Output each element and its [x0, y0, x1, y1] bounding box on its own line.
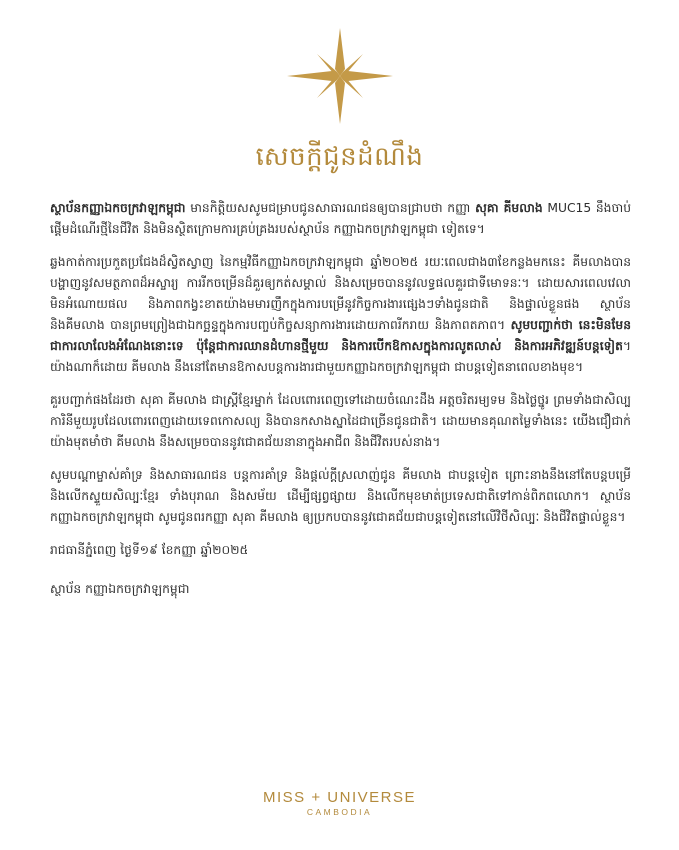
signature: ស្ថាប័ន កញ្ញាឯកចក្រវាឡកម្ពុជា: [50, 582, 190, 596]
announcement-title: សេចក្តីជូនដំណឹង: [255, 142, 424, 172]
paragraph-support: សូមបណ្តាម្ចាស់គាំទ្រ និងសាធារណជន បន្តការគាំទ្រ និងផ្តល់ក្តីស្រលាញ់ជូន គីមលាង ជាបន្តទៀត ព្រោះនាងនឹងនៅតែបន្តបម្រើ និងលើកស្ទួយសិល្បៈខ្មែរ ទាំងបុរាណ និងសម័យ ដើម្បីផ្សព្វផ្សាយ និងលើកមុខមាត់ប្រទេសជាតិទៅកាន់ពិភពលោក។ ស្ថាប័នកញ្ញាឯកចក្រវាឡកម្ពុជា សូមជូនពរកញ្ញា សុគា គីមលាង ឲ្យប្រកបបាននូវជោគជ័យជាបន្តទៀតនៅលើវិថីសិល្បៈ និងជីវិតផ្ទាល់ខ្លួន។: [50, 468, 631, 524]
paragraph-text: MUC15 នឹងចាប់ផ្តើមដំណើរថ្មីនៃជីវិត និងមិនស្ថិតក្រោមការគ្រប់គ្រងរបស់ស្ថាប័ន កញ្ញាឯកចក្រវាឡកម្ពុជា ទៀតទេ។: [50, 201, 632, 236]
paragraph-text: មានកិត្តិយសសូមជម្រាបជូនសាធារណជនឲ្យបានជ្រាបថា កញ្ញា: [185, 201, 476, 215]
person-name: សុគា គីមលាង: [475, 201, 543, 215]
institution-name: ស្ថាប័នកញ្ញាឯកចក្រវាឡកម្ពុជា: [50, 201, 186, 215]
miss-universe-cambodia-logo: [0, 789, 679, 817]
announcement-body: [50, 198, 631, 600]
logo-main-text: MISS + UNIVERSE: [263, 789, 416, 806]
paragraph-praise: គួរបញ្ជាក់ផងដែរថា សុគា គីមលាង ជាស្ត្រីខ្មែរម្នាក់ ដែលពោរពេញទៅដោយចំណេះដឹង អត្តចរិតរម្យទម និងថ្លៃថ្នូរ ព្រមទាំងជាសិល្បការិនីមួយរូបដែលពោរពេញដោយទេពកោសល្យ និងបានកសាងស្នាដៃជាច្រើនជូនជាតិ។ ដោយមានគុណតម្លៃទាំងនេះ យើងជឿជាក់យ៉ាងមុតមាំថា គីមលាង នឹងសម្រេចបាននូវជោគជ័យនានាក្នុងអាជីព និងជីវិតរបស់នាង។: [50, 393, 631, 449]
logo-sub-text: CAMBODIA: [306, 807, 373, 817]
emphasis-text: សូមបញ្ជាក់ថា នេះមិនមែនជាការលាលែងអំណែងនោះទេ ប៉ុន្តែជាការឈានដំហានថ្មីមួយ និងការបើកឱកាសក្នុងការលូតលាស់ និងការអភិវឌ្ឍន៍បន្តទៀត: [50, 318, 631, 353]
four-point-star-icon: [285, 26, 395, 126]
paragraph-text: ឆ្លងកាត់ការប្រកួតប្រជែងដ៏ស្វិតស្វាញ នៃកម្មវិធីកញ្ញាឯកចក្រវាឡកម្ពុជា ឆ្នាំ២០២៥ រយៈពេលជាង៣ខែកន្លងមកនេះ គីមលាងបានបង្ហាញនូវសមត្ថភាពដ៏អស្ចារ្យ ការរីកចម្រើនដ៏គួរឲ្យកត់សម្គាល់ និងសម្រេចបាននូវលទ្ធផលគួរជាទីមោទនៈ។ ដោយសារពេលវេលាមិនអំណោយផល និងភាពកង្វះខាតយ៉ាងមមារញឹកក្នុងការបម្រើនូវកិច្ចការងារផ្សេងៗទាំងជូនជាតិ និងផ្ទាល់ខ្លួនផង ស្ថាប័ន និងគីមលាង បានព្រមព្រៀងជាឯកច្ឆន្ទក្នុងការបញ្ចប់កិច្ចសន្យាការងារដោយភាពរីករាយ និងភាពតភាព។: [50, 255, 631, 332]
paragraph-intro: [50, 198, 631, 240]
paragraph-text: ។ យ៉ាងណាក៏ដោយ គីមលាង នឹងនៅតែមានឱកាសបន្តការងារជាមួយកញ្ញាឯកចក្រវាឡកម្ពុជា ជាបន្តទៀតនាពេលខាងមុខ។: [50, 339, 631, 374]
paragraph-contract: [50, 252, 631, 378]
issue-date: រាជធានីភ្នំពេញ ថ្ងៃទី១៩ ខែកញ្ញា ឆ្នាំ២០២៥: [50, 543, 249, 557]
